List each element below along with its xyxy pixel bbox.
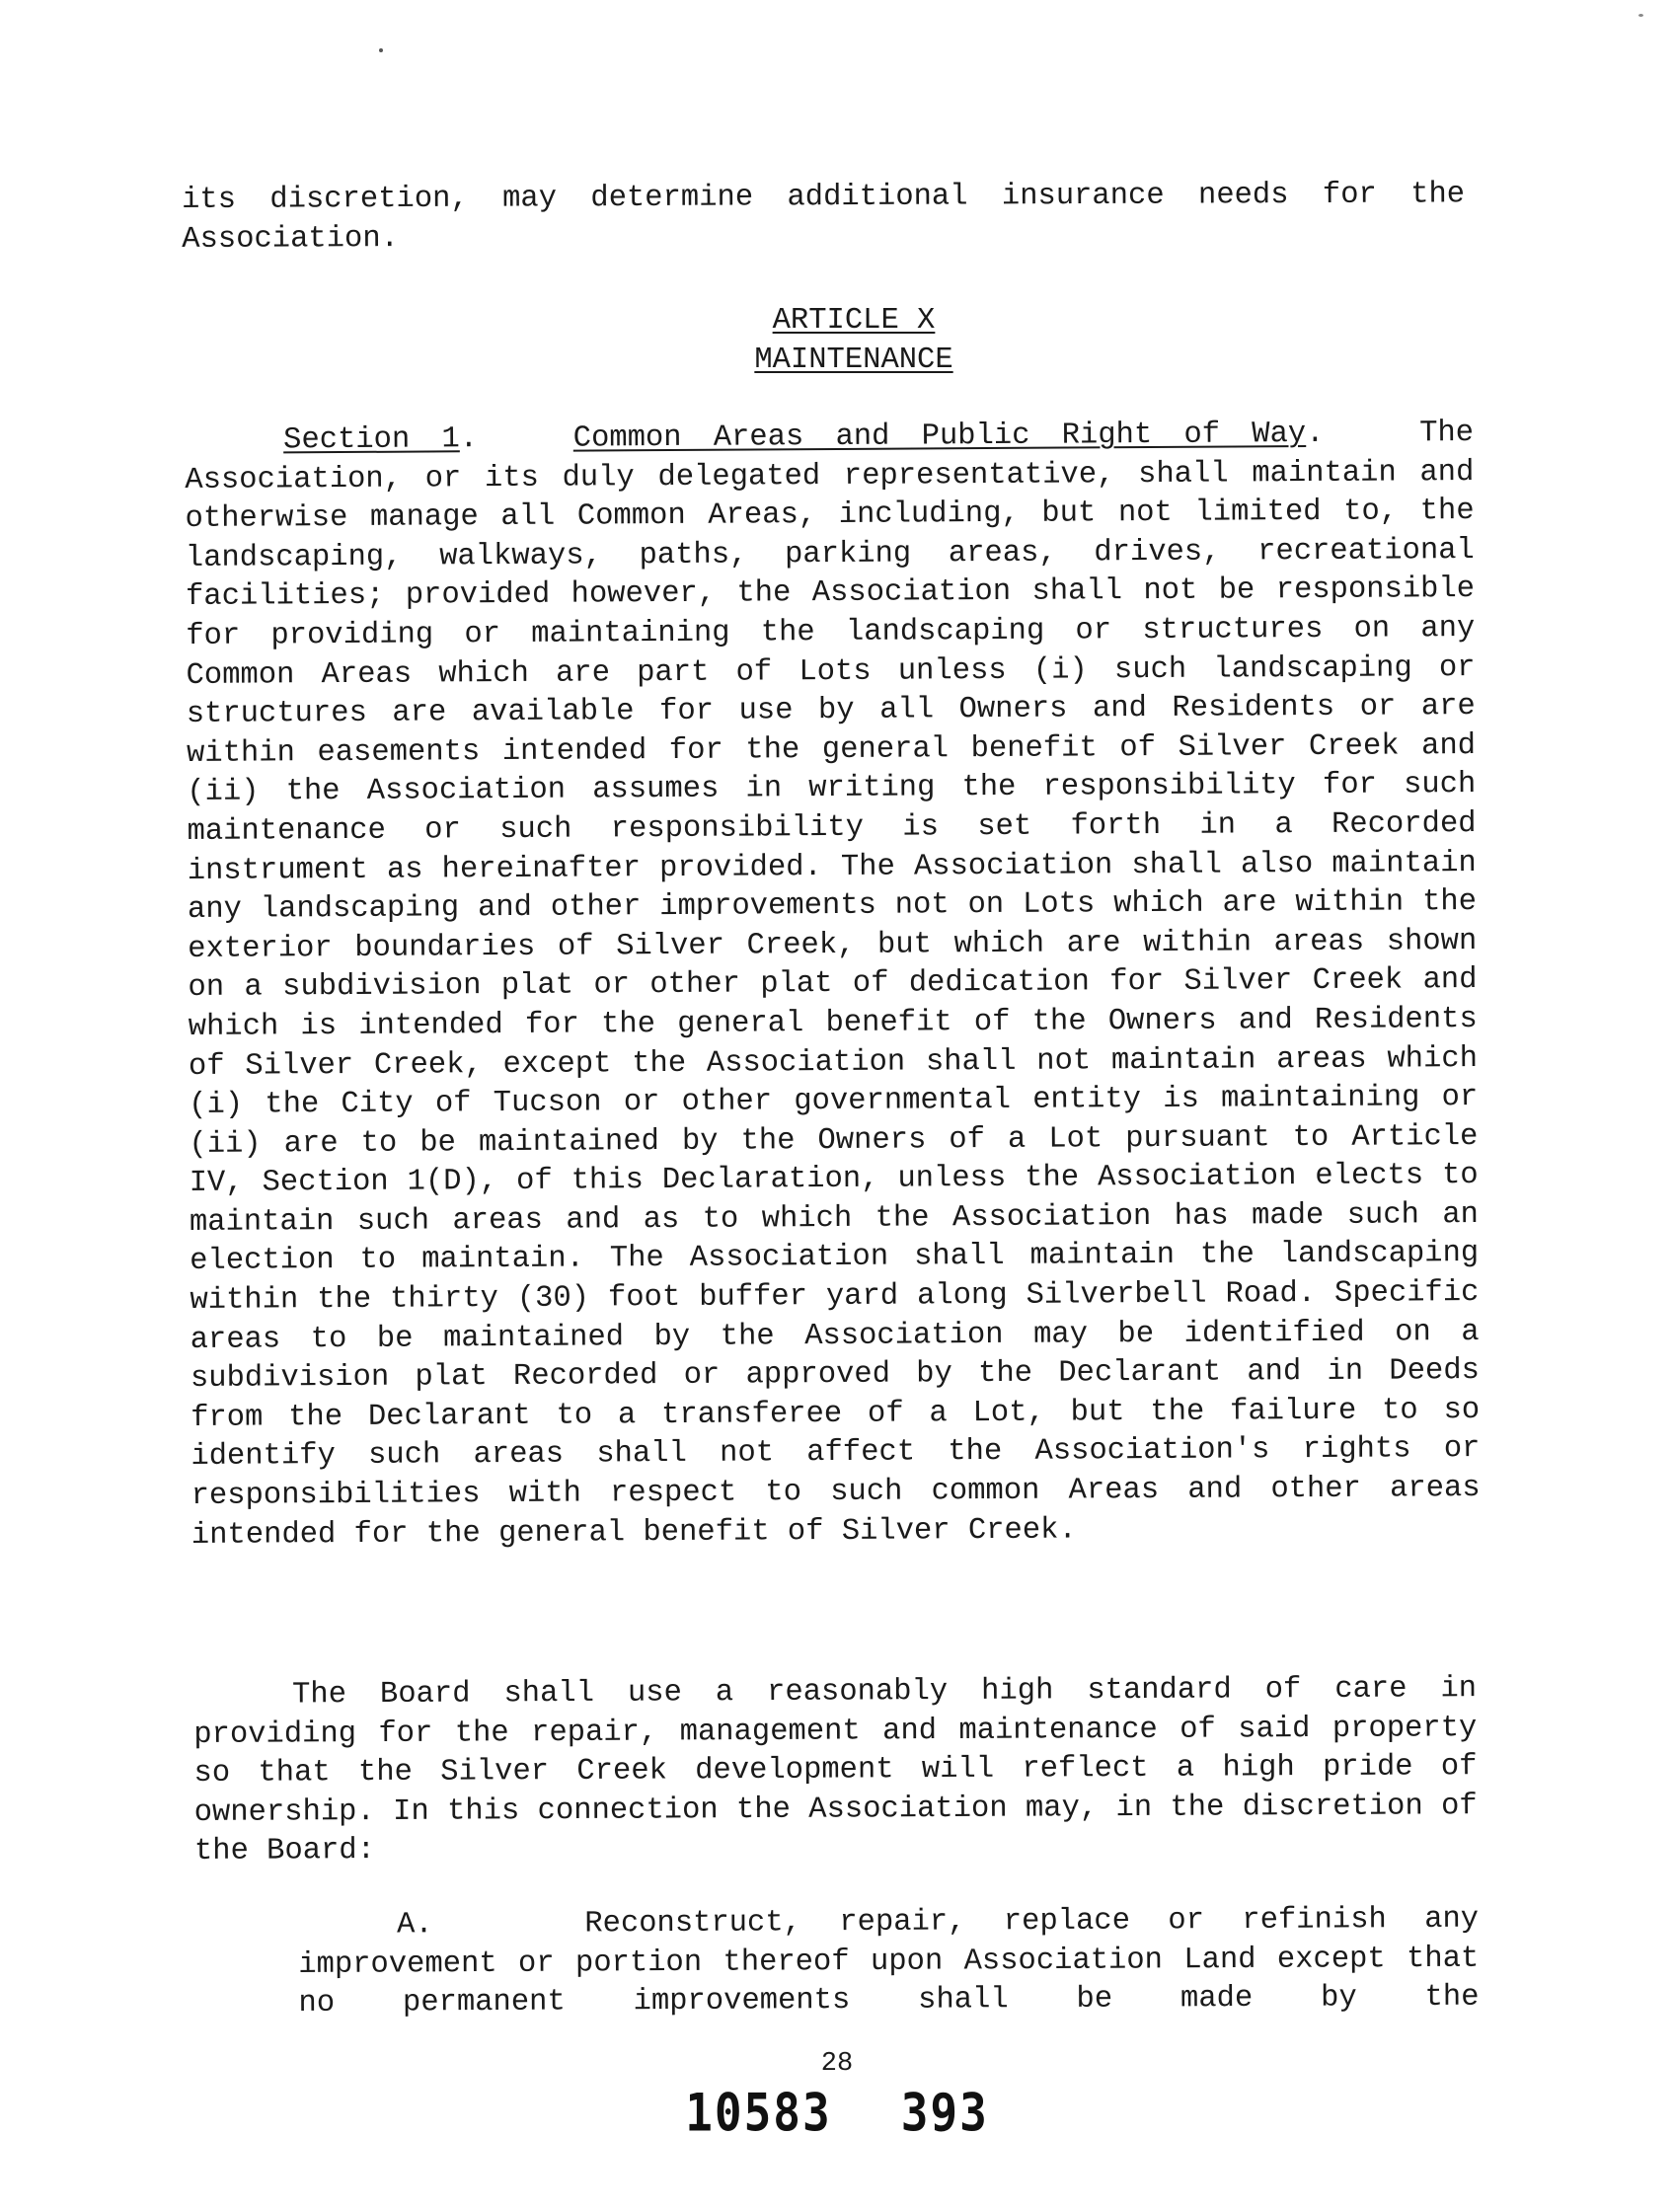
article-number: ARTICLE X: [772, 304, 936, 338]
article-title: MAINTENANCE: [754, 343, 953, 377]
intro-paragraph: its discretion, may determine additional insurance needs for the Association.: [182, 178, 1466, 257]
book-number: 10583: [685, 2081, 832, 2144]
section-body: The Association, or its duly delegated representative, shall maintain and otherwise manage all Common Areas, including, but not limited to, the landscaping, walkways, paths, parking areas, drives, recreational facilities; provided however, the Association shall not be responsible for providing or maintaining the landscaping or structures on any Common Areas which are part of Lots unless (i) such landscaping or structures are available for use by all Owners and Residents or are within easements intended for the general benefit of Silver Creek and (ii) the Association assumes in writing the responsibility for such maintenance or such responsibility is set forth in a Recorded instrument as hereinafter provided. The Association shall also maintain any landscaping and other improvements not on Lots which are within the exterior boundaries of Silver Creek, but which are within areas shown on a subdivision plat or other plat of dedication for Silver Creek and which is intended for the general benefit of the Owners and Residents of Silver Creek, except the Association shall not maintain areas which (i) the City of Tucson or other governmental entity is maintaining or (ii) are to be maintained by the Owners of a Lot pursuant to Article IV, Section 1(D), of this Declaration, unless the Association elects to maintain such areas and as to which the Association has made such an election to maintain. The Association shall maintain the landscaping within the thirty (30) foot buffer yard along Silverbell Road. Specific areas to be maintained by the Association may be identified on a subdivision plat Recorded or approved by the Declarant and in Deeds from the Declarant to a transferee of a Lot, but the failure to so identify such areas shall not affect the Association's rights or responsibilities with respect to such common Areas and other areas intended for the general benefit of Silver Creek.: [185, 417, 1481, 1553]
section-1-paragraph: [185, 415, 1481, 1556]
section-label: Section 1: [283, 422, 460, 458]
section-heading: Common Areas and Public Right of Way: [572, 418, 1307, 456]
page-number: 28: [820, 2049, 854, 2079]
list-item-text: Reconstruct, repair, replace or refinish any improvement or portion thereof upon Association Land except that no permanent improvements shall be made by the: [298, 1902, 1480, 2021]
section-heading-punct: .: [1306, 417, 1325, 452]
scan-speck: [379, 48, 383, 52]
board-paragraph: [193, 1670, 1478, 1872]
scan-speck: [1638, 14, 1643, 17]
list-item-a: [298, 1901, 1480, 2024]
recording-stamp: [0, 2081, 1674, 2144]
section-label-punct: .: [459, 422, 479, 457]
list-item-marker: A.: [397, 1908, 433, 1943]
recording-page-number: 393: [900, 2081, 989, 2144]
board-paragraph-text: The Board shall use a reasonably high standard of care in providing for the repair, management and maintenance of said property so that the Silver Creek development will reflect a high pride of ownership. In this connection the Association may, in the discretion of the Board:: [193, 1672, 1478, 1869]
